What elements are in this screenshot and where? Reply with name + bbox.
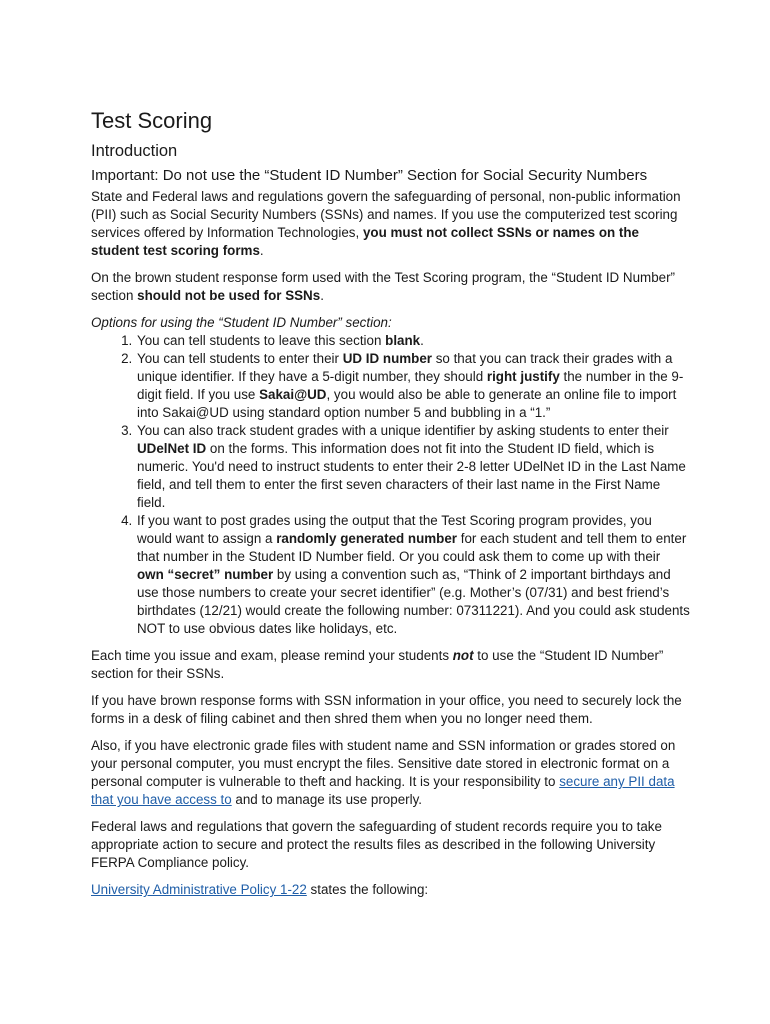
paragraph-encrypt-files: Also, if you have electronic grade files with student name and SSN information or grades stored on your personal computer, you must encrypt the files. Sensitive date stored in electronic format on a personal computer is vulnerable to theft and hacking. It is your responsibility to secure any PII data that you have access to and to manage its use properly. xyxy=(91,738,676,807)
bold-text: you must not collect SSNs or names on the student test scoring forms xyxy=(91,225,639,258)
page-title: Test Scoring xyxy=(91,108,213,133)
list-item: 1. You can tell students to leave this section blank. xyxy=(136,332,690,350)
list-item: 4. If you want to post grades using the output that the Test Scoring program provides, you would want to assign a randomly generated number for each student and tell them to enter that number in the Student ID Number field. Or you could ask them to come up with their own “secret” number by using a convention such as, “Think of 2 important birthdays and use those numbers to create your secret identifier” (e.g. Mother’s (07/31) and best friend’s birthdates (12/21) would create the following number: 07311221). And you could ask students NOT to use obvious dates like holidays, etc. xyxy=(136,512,690,638)
bold-text: should not be used for SSNs xyxy=(137,288,321,303)
secure-pii-link[interactable]: secure any PII data that you have access to xyxy=(91,774,675,807)
paragraph-federal-laws: Federal laws and regulations that govern the safeguarding of student records require you to take appropriate action to secure and protect the results files as described in the following University FERPA Compliance policy. xyxy=(91,819,662,870)
options-list xyxy=(91,332,690,638)
options-title: Options for using the “Student ID Number” section: xyxy=(91,315,392,330)
paragraph-remind-students: Each time you issue and exam, please remind your students not to use the “Student ID Number” section for their SSNs. xyxy=(91,648,664,681)
bold-italic-text: not xyxy=(452,648,474,663)
section-heading-introduction: Introduction xyxy=(91,142,178,160)
list-item: 2. You can tell students to enter their UD ID number so that you can track their grades with a unique identifier. If they have a 5-digit number, they should right justify the number in the 9-digit field. If you use Sakai@UD, you would also be able to generate an online file to import into Sakai@UD using standard option number 5 and bubbling in a “1.” xyxy=(136,350,690,422)
paragraph-pii-laws xyxy=(91,188,690,260)
paragraph-lock-forms: If you have brown response forms with SSN information in your office, you need to securely lock the forms in a desk of filing cabinet and then shred them when you no longer need them. xyxy=(91,693,682,726)
list-item: 3. You can also track student grades with a unique identifier by asking students to enter their UDelNet ID on the forms. This information does not fit into the Student ID field, which is numeric. You'd need to instruct students to enter their 2-8 letter UDelNet ID in the Last Name field, and tell them to enter the first seven characters of their last name in the First Name field. xyxy=(136,422,690,512)
policy-1-22-link[interactable]: University Administrative Policy 1-22 xyxy=(91,882,307,897)
text: . xyxy=(320,288,324,303)
text: State and Federal laws and regulations govern the safeguarding of personal, non-public information (PII) such as Social Security Numbers (SSNs) and names. If you use the computerized test scoring services offered by Information Technologies, xyxy=(91,189,681,240)
important-heading: Important: Do not use the “Student ID Number” Section for Social Security Numbers xyxy=(91,167,648,184)
paragraph-brown-form xyxy=(91,269,690,305)
text: On the brown student response form used with the Test Scoring program, the “Student ID Number” section xyxy=(91,270,676,303)
paragraph-policy: University Administrative Policy 1-22 states the following: xyxy=(91,882,429,897)
text: . xyxy=(259,243,264,258)
